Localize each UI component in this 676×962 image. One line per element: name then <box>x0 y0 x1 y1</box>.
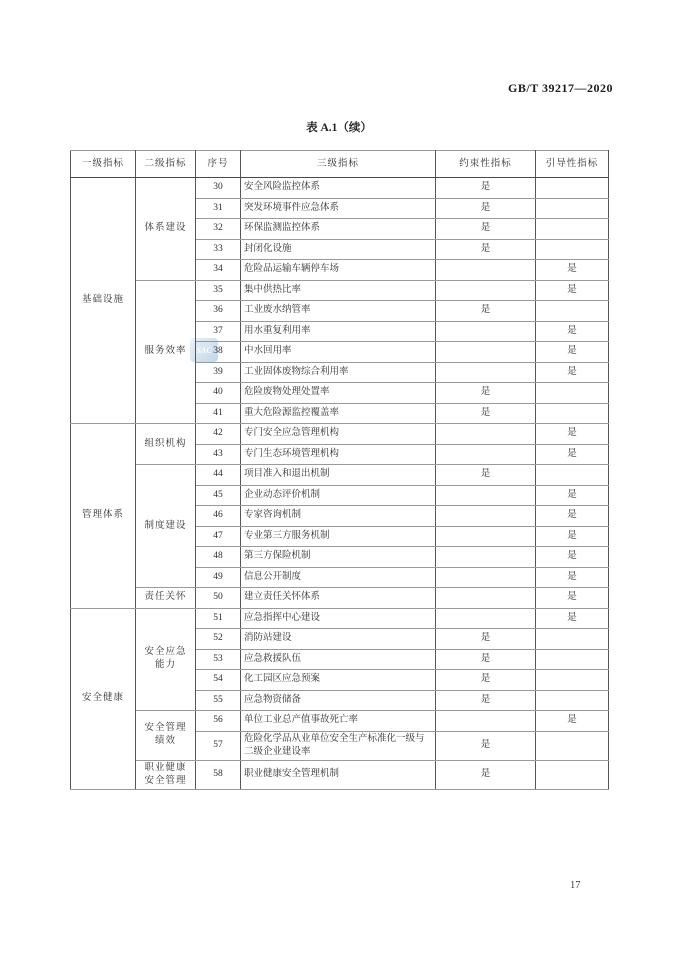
guide-indicator-cell <box>536 731 609 760</box>
header-level1-indicator: 一级指标 <box>71 151 136 178</box>
guide-indicator-cell <box>536 383 609 404</box>
table-title: 表 A.1（续） <box>306 122 372 134</box>
level3-indicator-cell: 专家咨询机制 <box>241 506 436 527</box>
level3-indicator-cell: 单位工业总产值事故死亡率 <box>241 711 436 732</box>
level3-indicator-cell: 第三方保险机制 <box>241 547 436 568</box>
header-constraint-indicator: 约束性指标 <box>436 151 536 178</box>
serial-number-cell: 42 <box>196 424 241 445</box>
level2-indicator-cell: 责任关怀 <box>136 588 196 609</box>
level3-indicator-cell: 信息公开制度 <box>241 567 436 588</box>
level3-indicator-cell: 专门安全应急管理机构 <box>241 424 436 445</box>
header-serial-number: 序号 <box>196 151 241 178</box>
level3-indicator-cell: 中水回用率 <box>241 342 436 363</box>
serial-number-cell: 41 <box>196 403 241 424</box>
serial-number-cell: 35 <box>196 280 241 301</box>
guide-indicator-cell: 是 <box>536 608 609 629</box>
serial-number-cell: 46 <box>196 506 241 527</box>
serial-number-cell: 43 <box>196 444 241 465</box>
page-number: 17 <box>570 880 581 891</box>
serial-number-cell: 33 <box>196 239 241 260</box>
constraint-indicator-cell: 是 <box>436 239 536 260</box>
level3-indicator-cell: 集中供热比率 <box>241 280 436 301</box>
serial-number-cell: 53 <box>196 649 241 670</box>
constraint-indicator-cell <box>436 506 536 527</box>
constraint-indicator-cell <box>436 280 536 301</box>
serial-number-cell: 37 <box>196 321 241 342</box>
level3-indicator-cell: 专门生态环境管理机构 <box>241 444 436 465</box>
constraint-indicator-cell: 是 <box>436 690 536 711</box>
constraint-indicator-cell <box>436 485 536 506</box>
guide-indicator-cell <box>536 219 609 240</box>
constraint-indicator-cell: 是 <box>436 629 536 650</box>
serial-number-cell: 40 <box>196 383 241 404</box>
serial-number-cell: 50 <box>196 588 241 609</box>
table-row <box>71 608 609 629</box>
level3-indicator-cell: 突发环境事件应急体系 <box>241 198 436 219</box>
constraint-indicator-cell: 是 <box>436 383 536 404</box>
serial-number-cell: 31 <box>196 198 241 219</box>
serial-number-cell: 39 <box>196 362 241 383</box>
guide-indicator-cell: 是 <box>536 485 609 506</box>
constraint-indicator-cell: 是 <box>436 198 536 219</box>
table-row <box>71 178 609 199</box>
level3-indicator-cell: 危险品运输车辆停车场 <box>241 260 436 281</box>
guide-indicator-cell: 是 <box>536 342 609 363</box>
guide-indicator-cell: 是 <box>536 362 609 383</box>
serial-number-cell: 44 <box>196 465 241 486</box>
table-row <box>71 711 609 732</box>
guide-indicator-cell: 是 <box>536 506 609 527</box>
constraint-indicator-cell: 是 <box>436 301 536 322</box>
level3-indicator-cell: 企业动态评价机制 <box>241 485 436 506</box>
level2-indicator-cell: 制度建设 <box>136 465 196 588</box>
level3-indicator-cell: 环保监测监控体系 <box>241 219 436 240</box>
guide-indicator-cell: 是 <box>536 711 609 732</box>
constraint-indicator-cell <box>436 526 536 547</box>
table-row <box>71 424 609 445</box>
level3-indicator-cell: 危险废物处理处置率 <box>241 383 436 404</box>
indicator-table <box>70 150 609 790</box>
level3-indicator-cell: 应急救援队伍 <box>241 649 436 670</box>
guide-indicator-cell <box>536 301 609 322</box>
header-level2-indicator: 二级指标 <box>136 151 196 178</box>
guide-indicator-cell: 是 <box>536 526 609 547</box>
serial-number-cell: 57 <box>196 731 241 760</box>
constraint-indicator-cell: 是 <box>436 403 536 424</box>
level3-indicator-cell: 消防站建设 <box>241 629 436 650</box>
level1-indicator-cell: 安全健康 <box>71 608 136 789</box>
constraint-indicator-cell <box>436 547 536 568</box>
guide-indicator-cell <box>536 465 609 486</box>
table-row <box>71 588 609 609</box>
guide-indicator-cell: 是 <box>536 260 609 281</box>
serial-number-cell: 36 <box>196 301 241 322</box>
level3-indicator-cell: 工业固体废物综合利用率 <box>241 362 436 383</box>
serial-number-cell: 47 <box>196 526 241 547</box>
constraint-indicator-cell: 是 <box>436 465 536 486</box>
guide-indicator-cell: 是 <box>536 567 609 588</box>
guide-indicator-cell <box>536 760 609 789</box>
level2-indicator-cell: 体系建设 <box>136 178 196 281</box>
serial-number-cell: 34 <box>196 260 241 281</box>
constraint-indicator-cell: 是 <box>436 731 536 760</box>
constraint-indicator-cell <box>436 260 536 281</box>
serial-number-cell: 58 <box>196 760 241 789</box>
serial-number-cell: 38 <box>196 342 241 363</box>
level2-indicator-cell: 服务效率 <box>136 280 196 424</box>
header-level3-indicator: 三级指标 <box>241 151 436 178</box>
header-guide-indicator: 引导性指标 <box>536 151 609 178</box>
table-row <box>71 280 609 301</box>
table-row <box>71 760 609 789</box>
level3-indicator-cell: 应急指挥中心建设 <box>241 608 436 629</box>
constraint-indicator-cell <box>436 711 536 732</box>
guide-indicator-cell <box>536 198 609 219</box>
guide-indicator-cell <box>536 239 609 260</box>
constraint-indicator-cell <box>436 608 536 629</box>
guide-indicator-cell <box>536 690 609 711</box>
level3-indicator-cell: 工业废水纳管率 <box>241 301 436 322</box>
level2-indicator-cell: 安全应急 能力 <box>136 608 196 711</box>
guide-indicator-cell: 是 <box>536 547 609 568</box>
guide-indicator-cell: 是 <box>536 444 609 465</box>
level3-indicator-cell: 应急物资储备 <box>241 690 436 711</box>
level3-indicator-cell: 化工园区应急预案 <box>241 670 436 691</box>
serial-number-cell: 32 <box>196 219 241 240</box>
constraint-indicator-cell <box>436 588 536 609</box>
constraint-indicator-cell: 是 <box>436 760 536 789</box>
serial-number-cell: 52 <box>196 629 241 650</box>
guide-indicator-cell <box>536 649 609 670</box>
table-header-row <box>71 151 609 178</box>
level3-indicator-cell: 用水重复利用率 <box>241 321 436 342</box>
constraint-indicator-cell: 是 <box>436 649 536 670</box>
serial-number-cell: 49 <box>196 567 241 588</box>
serial-number-cell: 56 <box>196 711 241 732</box>
level3-indicator-cell: 危险化学品从业单位安全生产标准化一级与二级企业建设率 <box>241 731 436 760</box>
table-row <box>71 465 609 486</box>
guide-indicator-cell <box>536 178 609 199</box>
guide-indicator-cell: 是 <box>536 588 609 609</box>
constraint-indicator-cell <box>436 444 536 465</box>
guide-indicator-cell <box>536 629 609 650</box>
level1-indicator-cell: 管理体系 <box>71 424 136 609</box>
level2-indicator-cell: 职业健康 安全管理 <box>136 760 196 789</box>
level3-indicator-cell: 专业第三方服务机制 <box>241 526 436 547</box>
level2-indicator-cell: 安全管理 绩效 <box>136 711 196 761</box>
guide-indicator-cell: 是 <box>536 280 609 301</box>
constraint-indicator-cell <box>436 362 536 383</box>
level3-indicator-cell: 职业健康安全管理机制 <box>241 760 436 789</box>
serial-number-cell: 45 <box>196 485 241 506</box>
serial-number-cell: 30 <box>196 178 241 199</box>
constraint-indicator-cell <box>436 567 536 588</box>
guide-indicator-cell: 是 <box>536 321 609 342</box>
constraint-indicator-cell <box>436 321 536 342</box>
constraint-indicator-cell <box>436 424 536 445</box>
level2-indicator-cell: 组织机构 <box>136 424 196 465</box>
serial-number-cell: 51 <box>196 608 241 629</box>
level3-indicator-cell: 建立责任关怀体系 <box>241 588 436 609</box>
constraint-indicator-cell: 是 <box>436 219 536 240</box>
level1-indicator-cell: 基础设施 <box>71 178 136 424</box>
serial-number-cell: 54 <box>196 670 241 691</box>
level3-indicator-cell: 项目准入和退出机制 <box>241 465 436 486</box>
guide-indicator-cell <box>536 670 609 691</box>
level3-indicator-cell: 安全风险监控体系 <box>241 178 436 199</box>
constraint-indicator-cell: 是 <box>436 670 536 691</box>
guide-indicator-cell <box>536 403 609 424</box>
sac-watermark: SAC <box>190 338 218 362</box>
constraint-indicator-cell <box>436 342 536 363</box>
standard-code: GB/T 39217—2020 <box>508 81 613 95</box>
guide-indicator-cell: 是 <box>536 424 609 445</box>
level3-indicator-cell: 重大危险源监控覆盖率 <box>241 403 436 424</box>
serial-number-cell: 48 <box>196 547 241 568</box>
serial-number-cell: 55 <box>196 690 241 711</box>
constraint-indicator-cell: 是 <box>436 178 536 199</box>
level3-indicator-cell: 封闭化设施 <box>241 239 436 260</box>
indicator-table-body <box>71 178 609 790</box>
